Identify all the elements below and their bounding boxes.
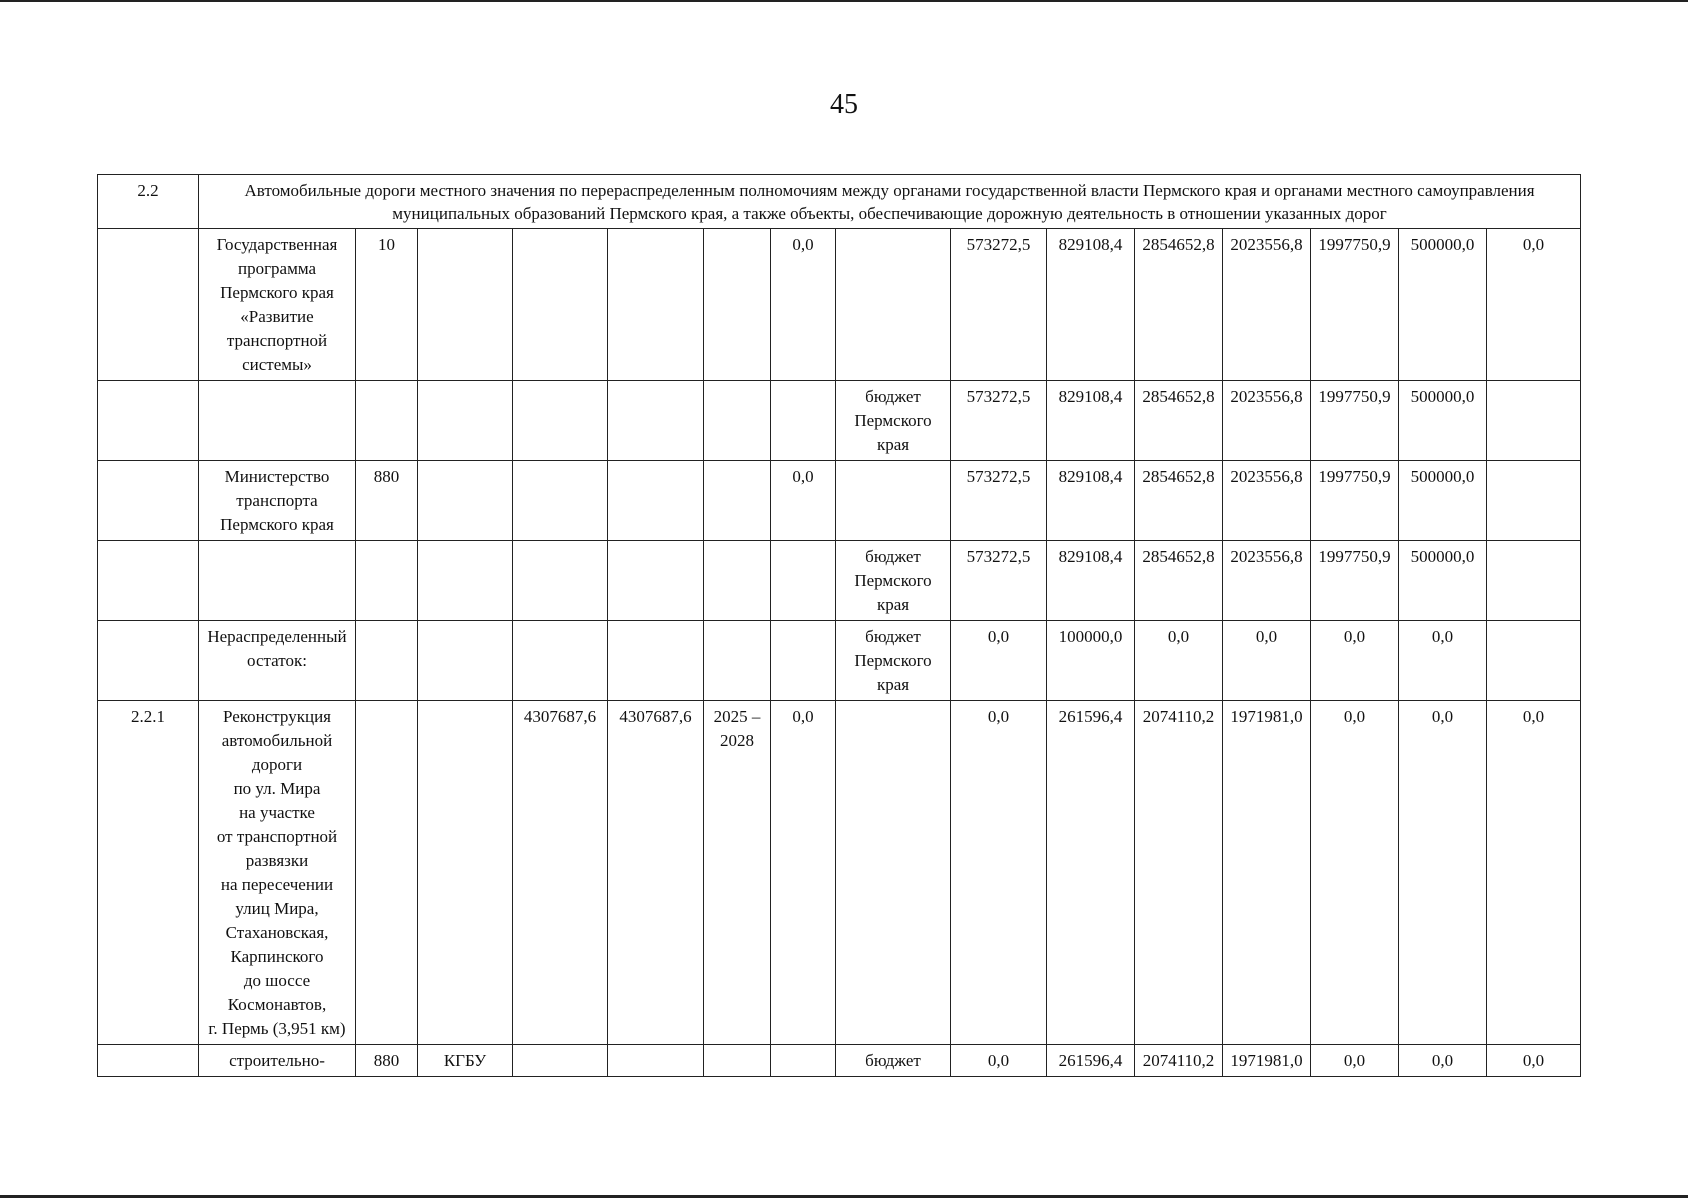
cell-y2: 100000,0 (1047, 621, 1135, 701)
cell-cost1 (513, 541, 608, 621)
cell-last: 0,0 (1487, 701, 1581, 1045)
cell-source: бюджет Пермского края (836, 621, 951, 701)
cell-y3: 2854652,8 (1135, 381, 1223, 461)
cell-org (418, 541, 513, 621)
cell-source: бюджет (836, 1045, 951, 1077)
cell-prev (771, 541, 836, 621)
cell-y1: 573272,5 (951, 229, 1047, 381)
cell-cost2 (608, 1045, 704, 1077)
cell-period (704, 1045, 771, 1077)
cell-cost2 (608, 229, 704, 381)
cell-period (704, 541, 771, 621)
cell-prev: 0,0 (771, 701, 836, 1045)
cell-y2: 829108,4 (1047, 381, 1135, 461)
cell-y5: 0,0 (1311, 1045, 1399, 1077)
cell-y6: 500000,0 (1399, 229, 1487, 381)
table-row (98, 381, 1581, 461)
cell-y6: 0,0 (1399, 1045, 1487, 1077)
cell-y3: 0,0 (1135, 621, 1223, 701)
cell-no (98, 461, 199, 541)
cell-cost2: 4307687,6 (608, 701, 704, 1045)
cell-y5: 1997750,9 (1311, 229, 1399, 381)
cell-last (1487, 621, 1581, 701)
cell-cost2 (608, 621, 704, 701)
cell-y2: 829108,4 (1047, 229, 1135, 381)
cell-y4: 2023556,8 (1223, 461, 1311, 541)
cell-last: 0,0 (1487, 1045, 1581, 1077)
cell-no (98, 229, 199, 381)
cell-prev: 0,0 (771, 229, 836, 381)
cell-y4: 1971981,0 (1223, 701, 1311, 1045)
cell-period (704, 461, 771, 541)
cell-source (836, 701, 951, 1045)
cell-name: Министерство транспорта Пермского края (199, 461, 356, 541)
cell-cost2 (608, 461, 704, 541)
cell-y1: 573272,5 (951, 381, 1047, 461)
cell-y2: 829108,4 (1047, 541, 1135, 621)
cell-y4: 0,0 (1223, 621, 1311, 701)
cell-name (199, 541, 356, 621)
cell-y5: 0,0 (1311, 701, 1399, 1045)
cell-org (418, 461, 513, 541)
table-row (98, 701, 1581, 1045)
cell-y5: 1997750,9 (1311, 541, 1399, 621)
cell-cost1: 4307687,6 (513, 701, 608, 1045)
cell-prev (771, 381, 836, 461)
cell-y2: 829108,4 (1047, 461, 1135, 541)
cell-last: 0,0 (1487, 229, 1581, 381)
cell-y3: 2854652,8 (1135, 461, 1223, 541)
cell-y1: 573272,5 (951, 461, 1047, 541)
cell-name: Реконструкция автомобильной дороги по ул. Мира на участке от транспортной развязки на пересечении улиц Мира, Стахановская, Карпинского до шоссе Космонавтов, г. Пермь (3,951 км) (199, 701, 356, 1045)
table-row (98, 461, 1581, 541)
cell-name (199, 381, 356, 461)
cell-name: строительно- (199, 1045, 356, 1077)
table-row (98, 229, 1581, 381)
scan-bottom-edge (0, 1195, 1688, 1198)
cell-org (418, 621, 513, 701)
cell-y6: 0,0 (1399, 621, 1487, 701)
cell-no (98, 541, 199, 621)
cell-y2: 261596,4 (1047, 701, 1135, 1045)
cell-y3: 2854652,8 (1135, 541, 1223, 621)
cell-prev (771, 621, 836, 701)
cell-y1: 0,0 (951, 1045, 1047, 1077)
scan-top-edge (0, 0, 1688, 2)
cell-source: бюджет Пермского края (836, 381, 951, 461)
cell-y1: 0,0 (951, 701, 1047, 1045)
cell-cost2 (608, 381, 704, 461)
cell-prev (771, 1045, 836, 1077)
page-number: 45 (830, 89, 858, 120)
cell-y5: 1997750,9 (1311, 381, 1399, 461)
cell-last (1487, 461, 1581, 541)
cell-y4: 1971981,0 (1223, 1045, 1311, 1077)
cell-cost1 (513, 229, 608, 381)
budget-table (97, 174, 1581, 1077)
cell-code: 10 (356, 229, 418, 381)
section-header-row (98, 175, 1581, 229)
cell-y6: 500000,0 (1399, 541, 1487, 621)
cell-y4: 2023556,8 (1223, 229, 1311, 381)
cell-code (356, 701, 418, 1045)
cell-y5: 0,0 (1311, 621, 1399, 701)
cell-no (98, 621, 199, 701)
cell-code (356, 541, 418, 621)
cell-period (704, 381, 771, 461)
section-title: Автомобильные дороги местного значения по перераспределенным полномочиям между органами государственной власти Пермского края и органами местного самоуправления муниципальных образований Пермского края, а также объекты, обеспечивающие дорожную деятельность в отношении указанных дорог (199, 175, 1581, 229)
cell-y6: 500000,0 (1399, 381, 1487, 461)
cell-code (356, 381, 418, 461)
cell-code: 880 (356, 1045, 418, 1077)
cell-y6: 0,0 (1399, 701, 1487, 1045)
table-row (98, 541, 1581, 621)
cell-period (704, 621, 771, 701)
cell-cost1 (513, 381, 608, 461)
cell-prev: 0,0 (771, 461, 836, 541)
table-row (98, 1045, 1581, 1077)
cell-org (418, 701, 513, 1045)
cell-no (98, 381, 199, 461)
cell-cost1 (513, 461, 608, 541)
cell-org (418, 381, 513, 461)
cell-cost1 (513, 1045, 608, 1077)
cell-y1: 573272,5 (951, 541, 1047, 621)
cell-last (1487, 381, 1581, 461)
cell-y5: 1997750,9 (1311, 461, 1399, 541)
cell-source: бюджет Пермского края (836, 541, 951, 621)
cell-y3: 2854652,8 (1135, 229, 1223, 381)
section-number: 2.2 (98, 175, 199, 229)
cell-code (356, 621, 418, 701)
cell-name: Нераспределенный остаток: (199, 621, 356, 701)
cell-y2: 261596,4 (1047, 1045, 1135, 1077)
cell-no (98, 1045, 199, 1077)
cell-org (418, 229, 513, 381)
cell-last (1487, 541, 1581, 621)
cell-cost1 (513, 621, 608, 701)
cell-name: Государственная программа Пермского края «Развитие транспортной системы» (199, 229, 356, 381)
cell-period (704, 229, 771, 381)
cell-y3: 2074110,2 (1135, 701, 1223, 1045)
cell-no: 2.2.1 (98, 701, 199, 1045)
cell-period: 2025 – 2028 (704, 701, 771, 1045)
cell-source (836, 461, 951, 541)
cell-y6: 500000,0 (1399, 461, 1487, 541)
cell-y3: 2074110,2 (1135, 1045, 1223, 1077)
cell-code: 880 (356, 461, 418, 541)
cell-y4: 2023556,8 (1223, 541, 1311, 621)
cell-y4: 2023556,8 (1223, 381, 1311, 461)
table-row (98, 621, 1581, 701)
cell-y1: 0,0 (951, 621, 1047, 701)
cell-cost2 (608, 541, 704, 621)
cell-org: КГБУ (418, 1045, 513, 1077)
cell-source (836, 229, 951, 381)
